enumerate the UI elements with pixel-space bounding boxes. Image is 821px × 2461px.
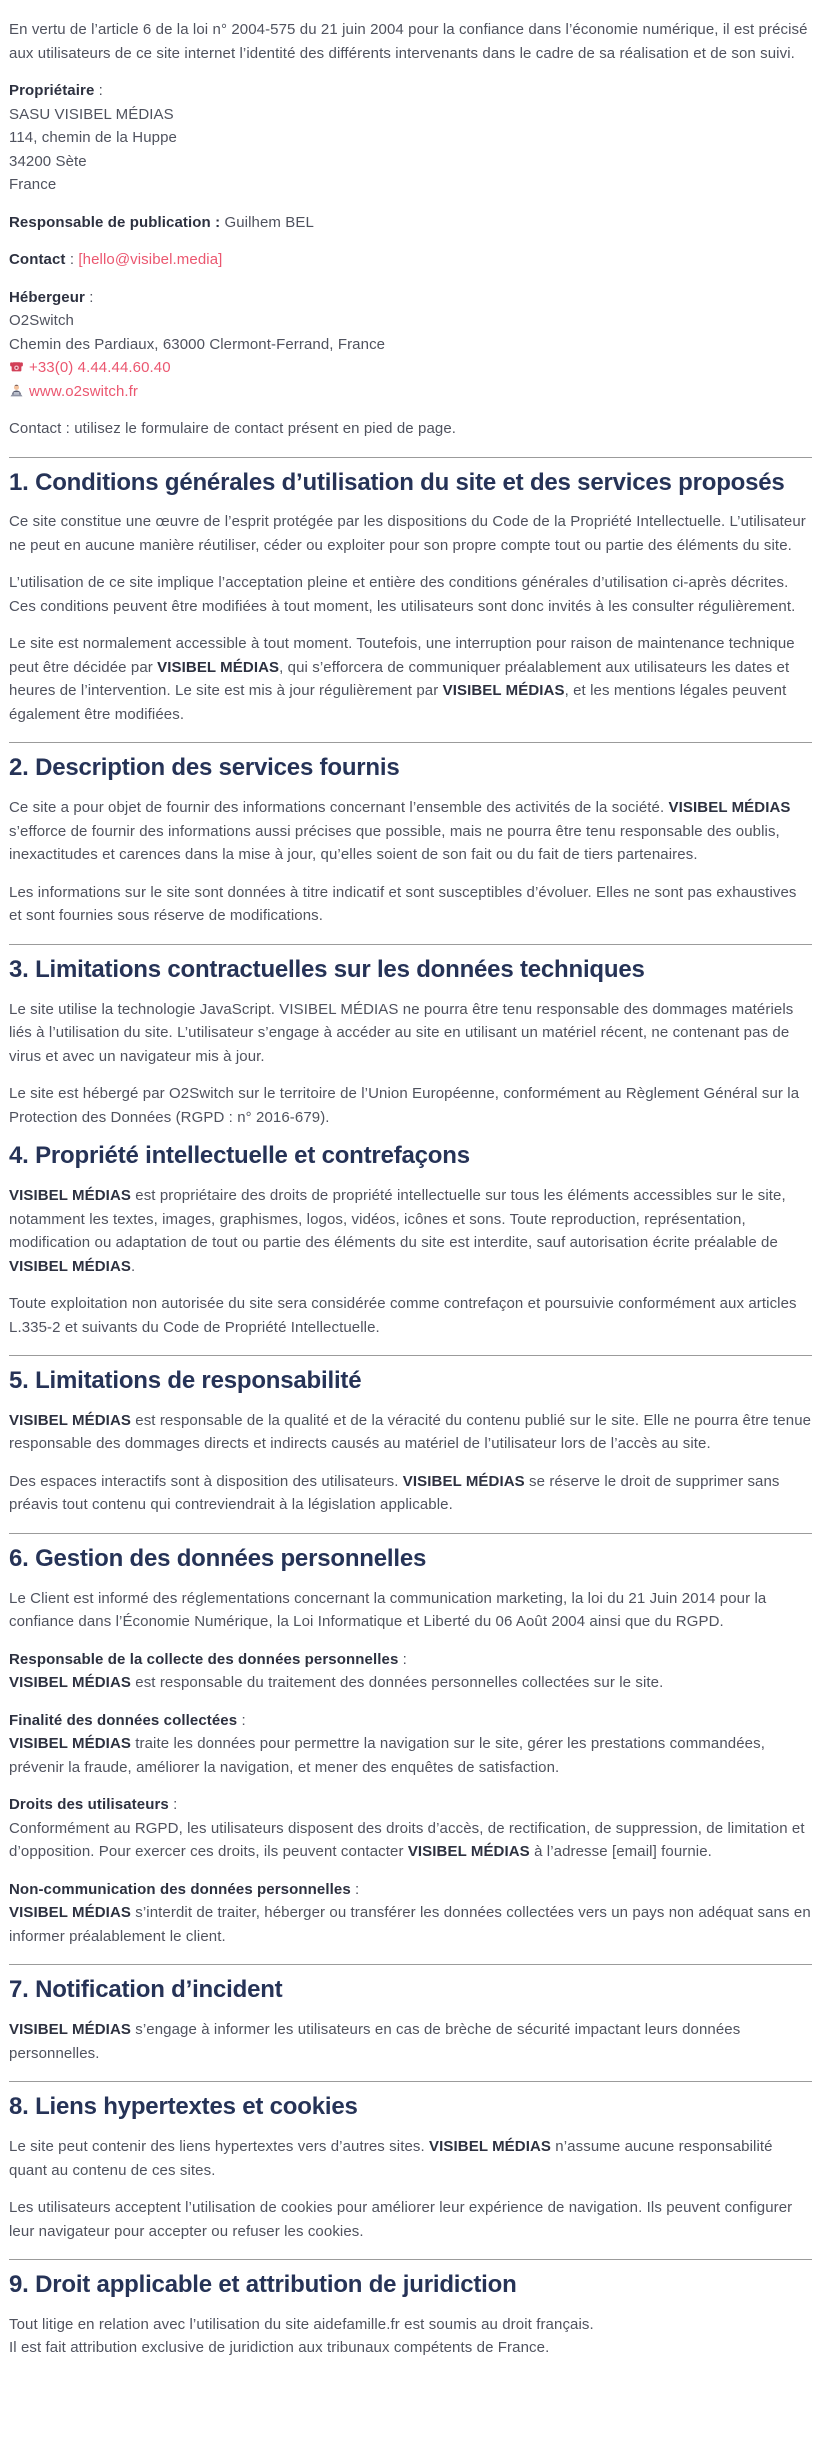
paragraph bbox=[9, 2313, 812, 2360]
text-run: s’engage à informer les utilisateurs en cas de brèche de sécurité impactant leurs données personnelles. bbox=[9, 2021, 741, 2062]
text-run: Guilhem BEL bbox=[224, 213, 314, 231]
text-run: Chemin des Pardiaux, 63000 Clermont-Ferrand, France bbox=[9, 335, 386, 353]
section-heading: 7. Notification d’incident bbox=[9, 1976, 283, 2004]
paragraph bbox=[9, 2018, 812, 2065]
bold-text: Hébergeur bbox=[9, 288, 85, 306]
text-run: O2Switch bbox=[9, 312, 74, 329]
bold-text: VISIBEL MÉDIAS bbox=[407, 1843, 530, 1861]
text-run: Le site est normalement accessible à tout moment. Toutefois, une interruption pour raison de maintenance technique peut être décidée par bbox=[9, 635, 795, 676]
text-run: Les informations sur le site sont données à titre indicatif et sont susceptibles d’évoluer. Elles ne sont pas exhaustives et sont fournies sous réserve de modifications. bbox=[9, 883, 797, 925]
bold-text: VISIBEL MÉDIAS bbox=[402, 1472, 525, 1490]
section-heading: 4. Propriété intellectuelle et contrefaçons bbox=[9, 1142, 470, 1170]
paragraph bbox=[9, 1184, 812, 1278]
section-divider bbox=[9, 1355, 812, 1356]
text-run: s’efforce de fournir des informations aussi précises que possible, mais ne pourra être tenu responsable des oublis, inexactitudes et carences dans la mise à jour, qu’elles soient de son fait ou du fait de tiers partenaires. bbox=[9, 822, 780, 864]
text-run: . bbox=[130, 1257, 136, 1275]
paragraph bbox=[9, 1470, 812, 1517]
section-heading: 5. Limitations de responsabilité bbox=[9, 1367, 362, 1394]
paragraph bbox=[9, 632, 812, 726]
paragraph bbox=[9, 18, 812, 65]
text-run: 34200 Sète bbox=[9, 152, 87, 170]
paragraph bbox=[9, 2135, 812, 2182]
text-run: s’interdit de traiter, héberger ou transférer les données collectées vers un pays non adéquat sans en informer préalablement le client. bbox=[9, 1904, 811, 1945]
text-run: est responsable du traitement des données personnelles collectées sur le site. bbox=[130, 1674, 664, 1692]
text-run: Ce site constitue une œuvre de l’esprit protégée par les dispositions du Code de la Propriété Intellectuelle. L’utilisateur ne peut en aucune manière réutiliser, céder ou exploiter pour son propre compte tout ou partie des éléments du site. bbox=[9, 513, 806, 554]
text-run: n’assume aucune responsabilité quant au contenu de ces sites. bbox=[9, 2138, 773, 2179]
email-link[interactable]: [hello@visibel.media] bbox=[78, 251, 223, 268]
phone-link[interactable]: +33(0) 4.44.44.60.40 bbox=[29, 359, 171, 376]
bold-text: Propriétaire bbox=[9, 82, 95, 99]
text-run: L’utilisation de ce site implique l’acceptation pleine et entière des conditions générales d’utilisation ci-après décrites. Ces conditions peuvent être modifiées à tout moment, les utilisateurs sont donc invités à les consulter régulièrement. bbox=[9, 574, 796, 615]
text-run: Les utilisateurs acceptent l’utilisation de cookies pour améliorer leur expérience de navigation. Ils peuvent configurer leur navigateur pour accepter ou refuser les cookies. bbox=[9, 2199, 793, 2240]
paragraph bbox=[9, 286, 812, 404]
paragraph bbox=[9, 1082, 812, 1129]
technologist-icon bbox=[9, 383, 24, 398]
paragraph bbox=[9, 571, 812, 618]
paragraph bbox=[9, 998, 812, 1069]
legal-content bbox=[9, 18, 812, 2360]
text-run: Des espaces interactifs sont à disposition des utilisateurs. bbox=[9, 1472, 403, 1490]
text-run: Conformément au RGPD, les utilisateurs disposent des droits d’accès, de rectification, de suppression, de limitation et d’opposition. Pour exercer ces droits, ils peuvent contacter bbox=[9, 1819, 805, 1861]
section-heading: 8. Liens hypertextes et cookies bbox=[9, 2093, 358, 2121]
paragraph bbox=[9, 796, 812, 867]
text-run: : bbox=[168, 1796, 178, 1814]
text-run: Le site est hébergé par O2Switch sur le territoire de l’Union Européenne, conformément au Règlement Général sur la Protection des Données (RGPD : n° 2016-679). bbox=[9, 1085, 800, 1126]
paragraph bbox=[9, 881, 812, 928]
section-heading: 2. Description des services fournis bbox=[9, 754, 400, 782]
text-run: : bbox=[350, 1880, 360, 1898]
paragraph bbox=[9, 2196, 812, 2243]
bold-text: Responsable de la collecte des données personnelles bbox=[9, 1650, 399, 1668]
paragraph bbox=[9, 79, 812, 197]
text-run: : bbox=[94, 82, 103, 99]
text-run: Toute exploitation non autorisée du site sera considérée comme contrefaçon et poursuivie conformément aux articles L.335-2 et suivants du Code de Propriété Intellectuelle. bbox=[9, 1295, 797, 1336]
paragraph bbox=[9, 417, 812, 441]
bold-text: Non-communication des données personnelles bbox=[9, 1880, 351, 1898]
text-run: En vertu de l’article 6 de la loi n° 2004-575 du 21 juin 2004 pour la confiance dans l’économie numérique, il est précisé aux utilisateurs de ce site internet l’identité des différents intervenants dans le cadre de sa réalisation et de son suivi. bbox=[9, 21, 808, 62]
bold-text: VISIBEL MÉDIAS bbox=[429, 2138, 552, 2155]
paragraph bbox=[9, 510, 812, 557]
text-run: : bbox=[65, 251, 79, 268]
text-run: : bbox=[84, 288, 94, 306]
text-run: 114, chemin de la Huppe bbox=[9, 129, 177, 146]
text-run: : bbox=[398, 1650, 407, 1668]
bold-text: VISIBEL MÉDIAS bbox=[9, 1735, 131, 1753]
text-run: , et les mentions légales peuvent également être modifiées. bbox=[9, 682, 787, 723]
text-run: Le Client est informé des réglementations concernant la communication marketing, la loi du 21 Juin 2014 pour la confiance dans l’Économie Numérique, la Loi Informatique et Liberté du 06 Août 2004 ainsi que du RGPD. bbox=[9, 1589, 767, 1631]
paragraph bbox=[9, 1793, 812, 1864]
section-heading: 9. Droit applicable et attribution de juridiction bbox=[9, 2271, 517, 2298]
bold-text: Droits des utilisateurs bbox=[9, 1796, 169, 1814]
section-heading: 3. Limitations contractuelles sur les données techniques bbox=[9, 955, 645, 983]
text-run: est responsable de la qualité et de la véracité du contenu publié sur le site. Elle ne pourra être tenue responsable des dommages directs et indirects causés au matériel de l’utilisateur lors de l’accès au site. bbox=[9, 1411, 812, 1453]
text-run: se réserve le droit de supprimer sans préavis tout contenu qui contreviendrait à la législation applicable. bbox=[9, 1472, 780, 1514]
text-run: Contact : utilisez le formulaire de contact présent en pied de page. bbox=[9, 420, 457, 437]
text-run: Tout litige en relation avec l’utilisation du site aidefamille.fr est soumis au droit français. bbox=[9, 2315, 594, 2333]
paragraph bbox=[9, 1587, 812, 1634]
bold-text: Responsable de publication : bbox=[9, 213, 225, 231]
website-link[interactable]: www.o2switch.fr bbox=[29, 382, 139, 400]
bold-text: VISIBEL MÉDIAS bbox=[9, 2021, 131, 2039]
text-run: France bbox=[9, 176, 57, 193]
paragraph bbox=[9, 248, 812, 272]
paragraph bbox=[9, 1409, 812, 1456]
text-run: est propriétaire des droits de propriété intellectuelle sur tous les éléments accessibles sur le site, notamment les textes, images, graphismes, logos, vidéos, icônes et sons. Toute reproduction, représentation, modification ou adaptation de tout ou partie des éléments du site est interdite, sauf autorisation écrite préalable de bbox=[9, 1187, 786, 1251]
paragraph bbox=[9, 1292, 812, 1339]
paragraph bbox=[9, 1648, 812, 1695]
text-run: : bbox=[237, 1711, 246, 1729]
bold-text: VISIBEL MÉDIAS bbox=[9, 1187, 131, 1204]
text-run: Le site peut contenir des liens hypertextes vers d’autres sites. bbox=[9, 2138, 430, 2155]
bold-text: VISIBEL MÉDIAS bbox=[442, 682, 565, 700]
paragraph bbox=[9, 1709, 812, 1780]
bold-text: VISIBEL MÉDIAS bbox=[9, 1257, 131, 1275]
section-divider bbox=[9, 457, 812, 458]
bold-text: VISIBEL MÉDIAS bbox=[9, 1674, 131, 1692]
bold-text: VISIBEL MÉDIAS bbox=[9, 1904, 131, 1922]
paragraph bbox=[9, 1878, 812, 1949]
section-heading: 6. Gestion des données personnelles bbox=[9, 1544, 427, 1572]
bold-text: VISIBEL MÉDIAS bbox=[668, 799, 791, 817]
bold-text: VISIBEL MÉDIAS bbox=[9, 1411, 131, 1429]
text-run: Ce site a pour objet de fournir des informations concernant l’ensemble des activités de la société. bbox=[9, 799, 669, 817]
text-run: SASU VISIBEL MÉDIAS bbox=[9, 105, 174, 123]
bold-text: Finalité des données collectées bbox=[9, 1711, 238, 1729]
text-run: , qui s’efforcera de communiquer préalablement aux utilisateurs les dates et heures de l’intervention. Le site est mis à jour régulièrement par bbox=[9, 658, 790, 700]
section-divider bbox=[9, 944, 812, 945]
bold-text: Contact bbox=[9, 251, 66, 268]
telephone-icon bbox=[9, 359, 24, 374]
bold-text: VISIBEL MÉDIAS bbox=[157, 658, 280, 676]
section-divider bbox=[9, 742, 812, 743]
paragraph bbox=[9, 211, 812, 235]
text-run: Il est fait attribution exclusive de juridiction aux tribunaux compétents de France. bbox=[9, 2339, 550, 2357]
section-divider bbox=[9, 2081, 812, 2082]
section-divider bbox=[9, 2259, 812, 2260]
section-divider bbox=[9, 1964, 812, 1965]
section-divider bbox=[9, 1533, 812, 1534]
text-run: à l’adresse [email] fournie. bbox=[529, 1843, 712, 1861]
text-run: Le site utilise la technologie JavaScript. VISIBEL MÉDIAS ne pourra être tenu responsable des dommages matériels liés à l’utilisation du site. L’utilisateur s’engage à accéder au site en utilisant un matériel récent, ne contenant pas de virus et avec un navigateur mis à jour. bbox=[9, 1000, 794, 1065]
section-heading: 1. Conditions générales d’utilisation du site et des services proposés bbox=[9, 468, 785, 496]
text-run: traite les données pour permettre la navigation sur le site, gérer les prestations commandées, prévenir la fraude, améliorer la navigation, et mener des enquêtes de satisfaction. bbox=[9, 1735, 765, 1776]
